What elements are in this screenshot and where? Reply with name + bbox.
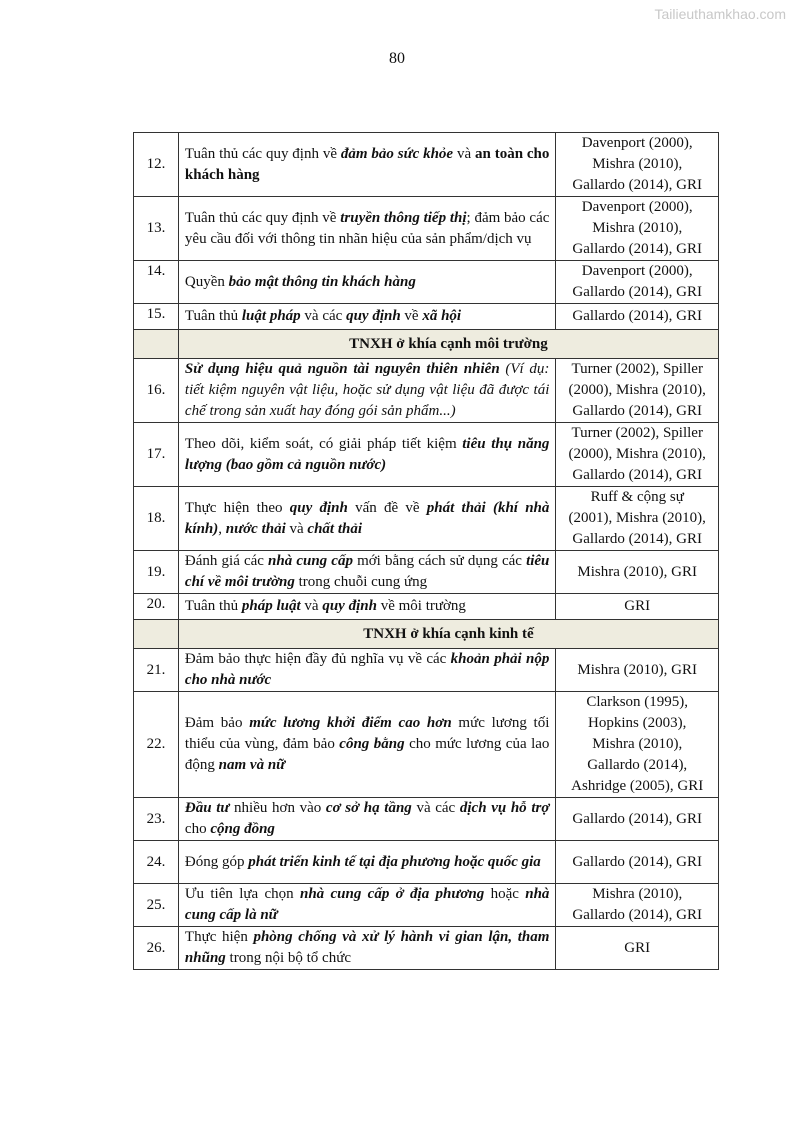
row-description xyxy=(178,649,555,692)
source-line: Mishra (2010), xyxy=(592,156,683,172)
row-description xyxy=(178,261,555,304)
source-line: Gallardo (2014), GRI xyxy=(572,467,702,483)
row-number: 13. xyxy=(134,197,179,261)
source-line: Turner (2002), Spiller xyxy=(571,425,703,441)
row-number: 25. xyxy=(134,884,179,927)
row-description xyxy=(178,359,555,423)
source-line: Davenport (2000), xyxy=(581,135,693,151)
table-row xyxy=(134,798,719,841)
row-description xyxy=(178,423,555,487)
source-line: Gallardo (2014), GRI xyxy=(572,177,702,193)
source-line: Gallardo (2014), GRI xyxy=(572,284,702,300)
table-row xyxy=(134,692,719,798)
row-number: 18. xyxy=(134,487,179,551)
description-segment: cho xyxy=(184,821,211,837)
source-line: Mishra (2010), xyxy=(592,886,683,902)
description-segment: về môi trường xyxy=(376,598,466,614)
row-number: 20. xyxy=(134,594,179,620)
description-segment: công bằng xyxy=(339,736,405,752)
row-source xyxy=(556,197,719,261)
row-number: 15. xyxy=(134,304,179,330)
description-segment: nhiều hơn vào xyxy=(229,800,326,816)
description-segment: Tuân thủ các quy định về xyxy=(184,209,341,226)
row-number: 23. xyxy=(134,798,179,841)
description-segment: hoặc xyxy=(484,886,526,902)
description-segment: nhà cung cấp xyxy=(268,553,353,569)
description-segment: phát thải (khí nhà kính) xyxy=(184,499,550,537)
description-segment: mức lương tối thiểu của vùng, đảm bảo xyxy=(184,715,550,752)
row-description xyxy=(178,487,555,551)
description-segment: chất thải xyxy=(307,520,363,537)
description-segment: Đánh giá các xyxy=(184,553,269,569)
section-title-economic: TNXH ở khía cạnh kinh tế xyxy=(178,620,718,649)
description-segment: quy định xyxy=(322,598,377,614)
description-segment: cơ sở hạ tầng xyxy=(325,800,412,816)
row-source xyxy=(556,423,719,487)
row-number: 22. xyxy=(134,692,179,798)
table-row xyxy=(134,594,719,620)
description-segment: nhà cung cấp là nữ xyxy=(184,886,550,923)
row-description xyxy=(178,692,555,798)
source-line: Ruff & cộng sự xyxy=(590,489,684,505)
section-spacer xyxy=(134,620,179,649)
description-segment: Tuân thủ xyxy=(184,598,242,614)
row-description xyxy=(178,884,555,927)
description-segment: pháp luật xyxy=(241,598,301,614)
row-source xyxy=(556,304,719,330)
source-line: Gallardo (2014), xyxy=(587,757,688,773)
source-line: GRI xyxy=(624,939,651,956)
description-segment: và các xyxy=(411,800,460,816)
row-number: 21. xyxy=(134,649,179,692)
row-description xyxy=(178,798,555,841)
table-row xyxy=(134,649,719,692)
source-line: (2001), Mishra (2010), xyxy=(568,510,706,526)
row-number: 24. xyxy=(134,841,179,884)
section-spacer xyxy=(134,330,179,359)
source-line: Davenport (2000), xyxy=(581,263,693,279)
row-source xyxy=(556,359,719,423)
section-economic xyxy=(134,620,719,649)
description-segment: Sử dụng hiệu quả nguồn tài nguyên thiên nhiên xyxy=(184,361,500,377)
description-segment: đảm bảo sức khỏe xyxy=(340,145,454,162)
description-segment: mức lương khởi điểm cao hơn xyxy=(249,715,452,731)
source-line: Ashridge (2005), GRI xyxy=(571,778,704,794)
table-row xyxy=(134,927,719,970)
description-segment: trong chuỗi cung ứng xyxy=(294,574,428,590)
table-row xyxy=(134,423,719,487)
description-segment: Đầu tư xyxy=(184,800,230,816)
description-segment: Đảm bảo xyxy=(184,715,250,731)
description-segment: , xyxy=(218,520,226,537)
description-segment: cộng đồng xyxy=(210,821,275,837)
description-segment: Quyền xyxy=(184,273,229,290)
section-row-environment xyxy=(134,330,719,359)
source-line: Mishra (2010), xyxy=(592,736,683,752)
social-rows xyxy=(134,133,719,330)
row-description xyxy=(178,304,555,330)
row-description xyxy=(178,133,555,197)
description-segment: Theo dõi, kiểm soát, có giải pháp tiết kiệm xyxy=(184,435,463,452)
table-row xyxy=(134,133,719,197)
row-source xyxy=(556,551,719,594)
watermark: Tailieuthamkhao.com xyxy=(654,6,786,22)
row-description xyxy=(178,841,555,884)
description-segment: về xyxy=(400,308,423,324)
description-segment: khoản phải nộp cho nhà nước xyxy=(184,651,550,688)
row-number: 17. xyxy=(134,423,179,487)
description-segment: cho mức lương của lao động xyxy=(184,736,550,773)
row-source xyxy=(556,261,719,304)
description-segment: và xyxy=(453,145,475,162)
description-segment: quy định xyxy=(289,499,348,516)
description-segment: và các xyxy=(300,308,347,324)
row-source xyxy=(556,487,719,551)
source-line: Davenport (2000), xyxy=(581,199,693,215)
description-segment: tiêu thụ năng lượng (bao gồm cả nguồn nước) xyxy=(184,435,550,473)
description-segment: Thực hiện theo xyxy=(184,499,290,516)
table-row xyxy=(134,884,719,927)
source-line: Gallardo (2014), GRI xyxy=(572,531,702,547)
description-segment: vấn đề về xyxy=(347,499,427,516)
description-segment: Thực hiện xyxy=(184,929,254,945)
source-line: Gallardo (2014), GRI xyxy=(572,810,702,827)
source-line: Gallardo (2014), GRI xyxy=(572,853,702,870)
source-line: GRI xyxy=(624,598,651,614)
section-row-economic xyxy=(134,620,719,649)
description-segment: luật pháp xyxy=(241,308,301,324)
table-row xyxy=(134,487,719,551)
description-segment: mới bằng cách sử dụng các xyxy=(352,553,527,569)
table-row xyxy=(134,841,719,884)
description-segment: nhà cung cấp ở địa phương xyxy=(299,886,485,902)
description-segment: xã hội xyxy=(422,308,462,324)
description-segment: Đảm bảo thực hiện đầy đủ nghĩa vụ về các xyxy=(184,651,451,667)
row-source xyxy=(556,884,719,927)
source-line: (2000), Mishra (2010), xyxy=(568,446,706,462)
row-number: 16. xyxy=(134,359,179,423)
row-number: 19. xyxy=(134,551,179,594)
source-line: Mishra (2010), GRI xyxy=(577,563,697,580)
page-number: 80 xyxy=(389,50,405,67)
row-source xyxy=(556,133,719,197)
row-source xyxy=(556,594,719,620)
table-row xyxy=(134,551,719,594)
row-number: 14. xyxy=(134,261,179,304)
source-line: Gallardo (2014), GRI xyxy=(572,907,702,923)
row-source xyxy=(556,798,719,841)
source-line: (2000), Mishra (2010), xyxy=(568,382,706,398)
description-segment: Tuân thủ các quy định về xyxy=(184,145,341,162)
table-row xyxy=(134,197,719,261)
row-description xyxy=(178,594,555,620)
row-source xyxy=(556,692,719,798)
description-segment: ; đảm bảo các yêu cầu đối với thông tin nhãn hiệu của sản phẩm/dịch vụ xyxy=(184,209,550,247)
description-segment: tiêu chí về môi trường xyxy=(184,553,550,590)
source-line: Mishra (2010), xyxy=(592,220,683,236)
row-source xyxy=(556,841,719,884)
description-segment: Đóng góp xyxy=(184,853,249,870)
description-segment: nam và nữ xyxy=(218,757,286,773)
source-line: Gallardo (2014), GRI xyxy=(572,403,702,419)
row-description xyxy=(178,927,555,970)
description-segment: phát triển kinh tế tại địa phương hoặc quốc gia xyxy=(248,853,541,870)
source-line: Gallardo (2014), GRI xyxy=(572,241,702,257)
table-row xyxy=(134,359,719,423)
description-segment: an toàn cho khách hàng xyxy=(184,145,550,183)
economic-rows xyxy=(134,649,719,970)
description-segment: Tuân thủ xyxy=(184,308,242,324)
source-line: Hopkins (2003), xyxy=(588,715,687,731)
table-row xyxy=(134,304,719,330)
section-environment xyxy=(134,330,719,359)
row-number: 26. xyxy=(134,927,179,970)
row-description xyxy=(178,197,555,261)
row-source xyxy=(556,927,719,970)
row-description xyxy=(178,551,555,594)
source-line: Mishra (2010), GRI xyxy=(577,661,697,678)
source-line: Turner (2002), Spiller xyxy=(571,361,703,377)
source-line: Gallardo (2014), GRI xyxy=(572,308,702,324)
description-segment: (Ví dụ: tiết kiệm nguyên vật liệu, hoặc sử dụng vật liệu đã được tái chế trong sản xuất hay đóng gói sản phẩm...) xyxy=(184,361,550,419)
section-title-environment: TNXH ở khía cạnh môi trường xyxy=(178,330,718,359)
criteria-table xyxy=(133,132,719,970)
description-segment: quy định xyxy=(346,308,401,324)
row-source xyxy=(556,649,719,692)
description-segment: dịch vụ hỗ trợ xyxy=(459,800,550,816)
description-segment: trong nội bộ tổ chức xyxy=(225,950,351,966)
description-segment: và xyxy=(300,598,323,614)
source-line: Clarkson (1995), xyxy=(586,694,689,710)
environment-rows xyxy=(134,359,719,620)
description-segment: nước thải xyxy=(225,520,286,537)
description-segment: phòng chống và xử lý hành vi gian lận, tham nhũng xyxy=(184,929,550,966)
description-segment: truyền thông tiếp thị xyxy=(340,209,467,226)
description-segment: và xyxy=(285,520,308,537)
row-number: 12. xyxy=(134,133,179,197)
description-segment: bảo mật thông tin khách hàng xyxy=(228,273,416,290)
description-segment: Ưu tiên lựa chọn xyxy=(184,886,300,902)
table-row xyxy=(134,261,719,304)
